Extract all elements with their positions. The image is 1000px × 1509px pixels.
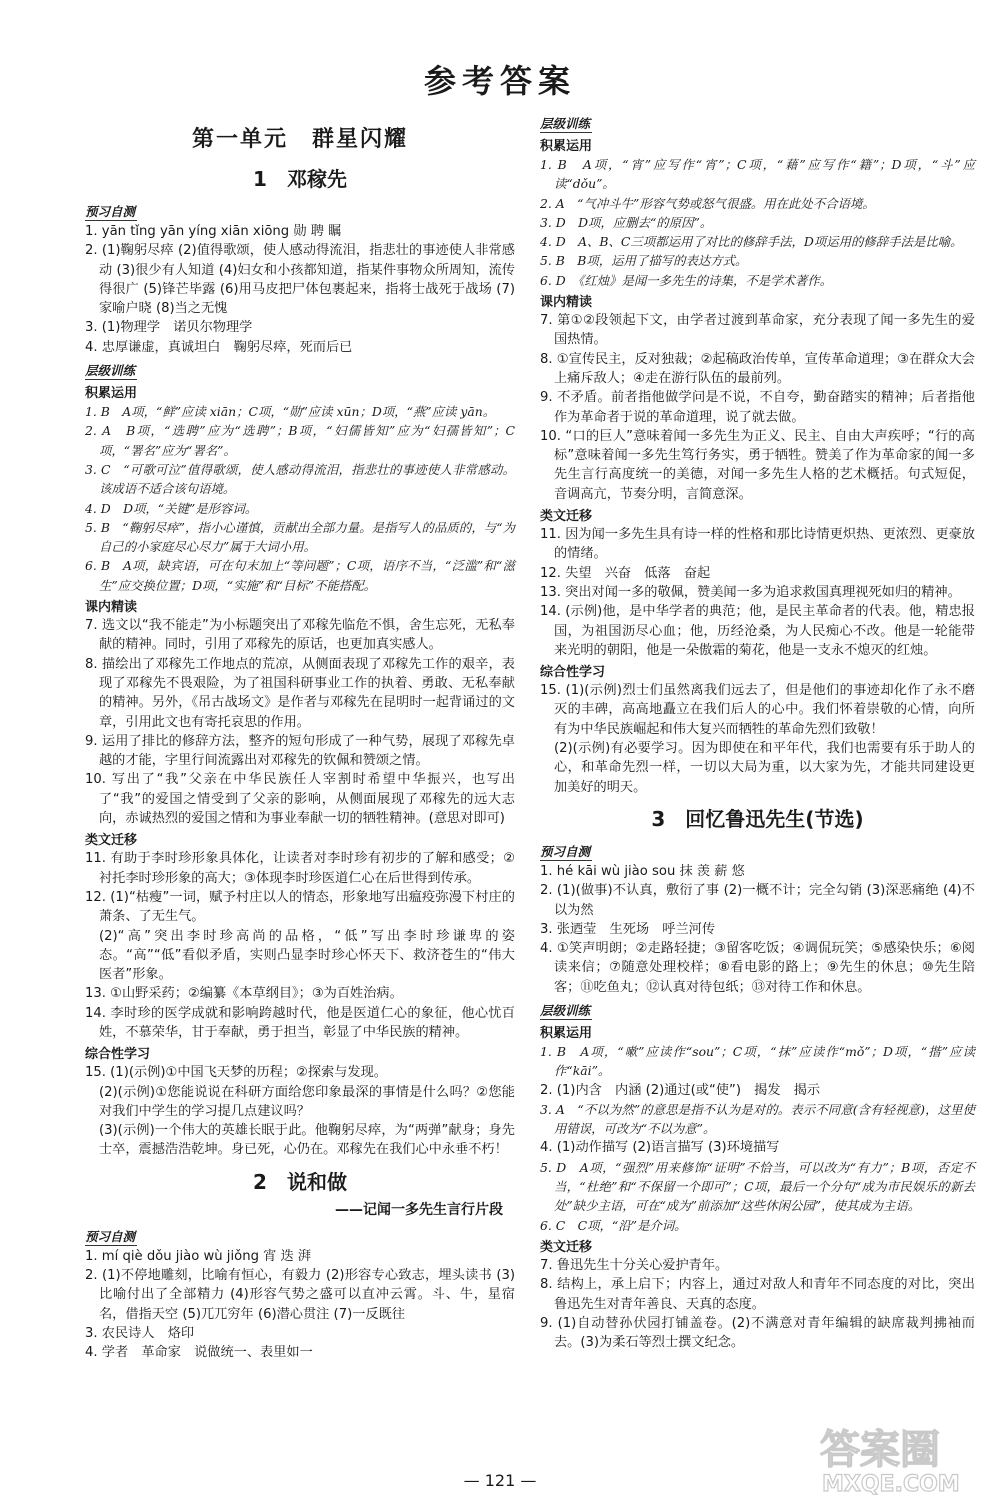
section-head: 层级训练 [540,116,591,131]
answer-item: 2. (1)不停地雕刻，比喻有恒心，有毅力 (2)形容专心致志，埋头读书 (3)比喻付出了全部精力 (4)形容气势之盛可以直冲云霄。斗、牛，星宿名，借指天空 (5)兀兀穷年 (6)潜心贯注 (7)一反既往 [85,1268,515,1322]
sub-head: 类文迁移 [85,833,138,849]
sub-head: 课内精读 [540,295,593,311]
answer-item: (2)(示例)有必要学习。因为即使在和平年代，我们也需要有乐于助人的心，和革命先烈一样，一切以大局为重，以大家为先，才能共同建设更加美好的明天。 [554,741,975,795]
answer-item: (2)“高”突出李时珍高尚的品格，“低”写出李时珍谦卑的姿态。“高”“低”看似矛盾，实则凸显李时珍心怀天下、救济苍生的“伟大医者”形象。 [99,928,515,983]
answer-item: 13. ①山野采药；②编纂《本草纲目》；③为百姓治病。 [85,986,403,1002]
answer-item: 4. D A、B、C三项都运用了对比的修辞手法，D项运用的修辞手法是比喻。 [540,234,963,250]
section-head: 预习自测 [85,1228,136,1244]
answer-item: 8. 结构上，承上启下；内容上，通过对敌人和青年不同态度的对比，突出鲁迅先生对青年善良、天真的态度。 [540,1277,975,1312]
answer-item: 12. 失望 兴奋 低落 奋起 [540,565,711,581]
lesson1-preview [85,200,515,357]
lesson3-training [540,999,975,1352]
answer-item: 7. 鲁迅先生十分关心爱护青年。 [540,1257,729,1273]
sub-head: 积累运用 [540,1025,593,1041]
answer-item: 3. D D项，应删去“的原因”。 [540,214,713,230]
lesson1-training [85,359,515,1160]
answer-item: 9. (1)自动替孙伏园打铺盖卷。(2)不满意对青年编辑的缺席裁判拂袖而去。(3)为柔石等烈士撰文纪念。 [540,1315,975,1351]
answer-item: 4. ①笑声明朗；②走路轻捷；③留客吃饭；④调侃玩笑；⑤感染快乐；⑥阅读来信；⑦随意处理校样；⑧看电影的路上；⑨先生的休息；⑩先生陪客；⑪吃鱼丸；⑫认真对待包纸；⑬对待工作和休息。 [540,941,975,995]
sub-head: 积累运用 [85,386,138,402]
answer-item: 14. 李时珍的医学成就和影响跨越时代，他是医道仁心的象征，他心忧百姓，不慕荣华，甘于奉献，勇于担当，彰显了中华民族的精神。 [85,1005,515,1040]
answer-item: 4. 学者 革命家 说做统一、表里如一 [85,1345,313,1361]
answer-item: 1. mí qiè dǒu jiào wù jiǒng 宵 迭 湃 [85,1248,312,1264]
watermark-line1: 答案圈 [820,1427,940,1473]
answer-item: 4. D D项，“关键”是形容词。 [85,500,258,516]
sub-head: 积累运用 [540,139,593,154]
answer-item: 2. A B项，“选聘”应为“选聘”；B项，“妇儒皆知”应为“妇孺皆知”；C项，“署名”应为“署名”。 [85,423,515,458]
answer-item: 3. (1)物理学 诺贝尔物理学 [85,320,253,336]
page-title: 参考答案 [423,62,576,100]
answer-item: 1. hé kāi wù jiào sou 抹 羡 薪 悠 [540,863,745,879]
answer-item: 6. D 《红烛》是闻一多先生的诗集，不是学术著作。 [540,272,833,288]
lesson3-preview [540,840,975,997]
answer-item: 9. 不矛盾。前者指他做学问是不说，不自夸，勤奋踏实的精神；后者指他作为革命者于说的革命道理，说了就去做。 [540,390,975,425]
sub-head: 类文迁移 [540,509,593,525]
answer-item: 5. D A项，“强烈”用来修饰“证明”不恰当，可以改为“有力”；B项，否定不当，“杜绝”和“不保留一个即可”；C项，最后一个分句“成为市民娱乐的新去处”缺少主语，可在“成为”前添加“这些休闲公园”，使其成为主语。 [540,1159,975,1214]
answer-item: 2. (1)鞠躬尽瘁 (2)值得歌颂，使人感动得流泪，指悲壮的事迹使人非常感动 (3)很少有人知道 (4)妇女和小孩都知道，指某件事物众所周知，流传得很广 (5)锋芒毕露 (6)用马皮把尸体包裹起来，指将士战死于战场 (7)家喻户晓 (8)当之无愧 [85,243,515,317]
answer-item: 2. A “气冲斗牛”形容气势或怒气很盛。用在此处不合语境。 [540,195,875,211]
answer-item: 9. 运用了排比的修辞方法，整齐的短句形成了一种气势，展现了邓稼先卓越的才能，字里行间流露出对邓稼先的钦佩和赞颂之情。 [85,733,515,769]
lesson2-title: 2 说和做 [253,1169,347,1194]
sub-head: 类文迁移 [540,1239,593,1255]
answer-item: 15. (1)(示例)①中国飞天梦的历程；②探索与发现。 [85,1065,387,1081]
left-column [85,110,515,1363]
answer-item: 1. B A项，“宵”应写作“宵”；C项，“藉”应写作“籍”；D项，“斗”应读“dǒu”。 [540,157,975,192]
answer-item: 1. B A项，“嗽”应读作“sou”；C项，“抹”应读作“mǒ”；D项，“揩”应读作“kāi”。 [540,1043,975,1079]
lesson2-training [540,112,975,797]
answer-item: 7. 第①②段领起下文，由学者过渡到革命家，充分表现了闻一多先生的爱国热情。 [540,313,975,348]
lesson2-subtitle: ——记闻一多先生言行片段 [335,1201,503,1218]
answer-item: 1. yān tǐng yān yíng xiān xiōng 勋 聘 瞩 [85,224,342,239]
answer-item: 6. B A项，缺宾语，可在句末加上“等问题”；C项，语序不当，“泛滥”和“滋生”应交换位置；D项，“实施”和“目标”不能搭配。 [85,558,515,593]
answer-item: 10. “口的巨人”意味着闻一多先生为正义、民主、自由大声疾呼；“行的高标”意味着闻一多先生笃行务实，勇于牺牲。赞美了作为革命家的闻一多先生言行高度统一的美德，对闻一多先生人格的艺术概括。句式短促，音调高亢，节奏分明，言简意深。 [540,428,975,502]
answer-item: 14. (示例)他，是中华学者的典范；他，是民主革命者的代表。他，精忠报国，为祖国沥尽心血；他，历经沧桑，为人民痴心不改。他是一轮能带来光明的朝阳，他是一朵傲霜的菊花，他是一支永不熄灭的红烛。 [540,604,975,658]
section-head: 层级训练 [540,1002,591,1018]
answer-item: 4. (1)动作描写 (2)语言描写 (3)环境描写 [540,1140,780,1156]
sub-head: 综合性学习 [85,1047,151,1063]
right-column [540,110,975,1352]
answer-item: 10. 写出了“我”父亲在中华民族任人宰割时希望中华振兴，也写出了“我”的爱国之情受到了父亲的影响，从侧面展现了邓稼先的远大志向，赤诚热烈的爱国之情和为事业奉献一切的牺牲精神。(意思对即可) [85,772,515,827]
lesson3-title: 3 回忆鲁迅先生(节选) [651,806,864,831]
watermark-line2: MXQE.COM [822,1472,960,1497]
answer-item: 3. 张迺莹 生死场 呼兰河传 [540,921,716,937]
answer-item: 13. 突出对闻一多的敬佩，赞美闻一多为追求救国真理视死如归的精神。 [540,584,961,600]
lesson2-preview [85,1225,515,1363]
page-number: — 121 — [463,1471,537,1490]
sub-head: 课内精读 [85,600,138,616]
answer-item: (3)(示例)一个伟大的英雄长眠于此。他鞠躬尽瘁，为“两弹”献身；身先士卒，震撼浩浩乾坤。身已死，心仍在。邓稼先在我们心中永垂不朽！ [99,1123,515,1158]
answer-item: 1. B A项，“鲜”应读 xiān；C项，“勋”应读 xūn；D项，“燕”应读 yān。 [85,404,496,420]
lesson1-title: 1 邓稼先 [253,167,347,191]
answer-item: 3. C “可歌可泣”值得歌颂，使人感动得流泪，指悲壮的事迹使人非常感动。该成语不适合该句语境。 [85,461,515,497]
answer-item: 11. 有助于李时珍形象具体化，让读者对李时珍有初步的了解和感受；②衬托李时珍形象的高大；③体现李时珍医道仁心在后世得到传承。 [85,851,515,886]
answer-item: 15. (1)(示例)烈士们虽然离我们远去了，但是他们的事迹却化作了永不磨灭的丰碑，高高地矗立在我们后人的心中。我们怀着崇敬的心情，向所有为中华民族崛起和伟大复兴而牺牲的革命先烈们致敬！ [540,683,975,737]
answer-item: 11. 因为闻一多先生具有诗一样的性格和那比诗情更炽热、更浓烈、更豪放的情绪。 [540,527,975,562]
answer-item: 3. 农民诗人 烙印 [85,1325,195,1341]
answer-item: 8. 描绘出了邓稼先工作地点的荒凉，从侧面表现了邓稼先工作的艰辛，表现了邓稼先不畏艰险，为了祖国科研事业工作的执着、勇敢、无私奉献的精神。另外，《吊古战场文》是作者与邓稼先在昆明时一起背诵过的文章，引用此文也有寄托哀思的作用。 [85,656,515,730]
answer-item: 8. ①宣传民主，反对独裁；②起稿政治传单，宣传革命道理；③在群众大会上痛斥敌人；④走在游行队伍的最前列。 [540,351,975,386]
section-head: 层级训练 [85,363,136,379]
answer-item: 6. C C项，“沿”是介词。 [540,1217,687,1233]
answer-item: 3. A “不以为然”的意思是指不认为是对的。表示不同意(含有轻视意)，这里使用错误，可改为“不以为意”。 [540,1101,975,1137]
answer-item: 5. B “鞠躬尽瘁”，指小心谨慎，贡献出全部力量。是指写人的品质的，与“为自己的小家庭尽心尽力”属于大词小用。 [85,519,515,555]
watermark-logo [812,1419,982,1499]
answer-item: 2. (1)(做事)不认真，敷衍了事 (2)一概不计；完全勾销 (3)深恶痛绝 (4)不以为然 [540,883,975,918]
section-head: 预习自测 [540,843,591,859]
answer-item: 7. 选文以“我不能走”为小标题突出了邓稼先临危不惧，舍生忘死，无私奉献的精神。同时，引用了邓稼先的原话，也更加真实感人。 [85,618,515,653]
answer-item: (2)(示例)①您能说说在科研方面给您印象最深的事情是什么吗？②您能对我们中学生的学习提几点建议吗？ [99,1084,515,1119]
section-head: 预习自测 [85,204,136,219]
answer-item: 12. (1)“枯瘦”一词，赋予村庄以人的情态，形象地写出瘟疫弥漫下村庄的萧条、了无生气。 [85,889,515,925]
answer-item: 4. 忠厚谦虚，真诚坦白 鞠躬尽瘁，死而后已 [85,339,353,355]
unit-title: 第一单元 群星闪耀 [191,127,408,152]
answer-item: 5. B B项，运用了描写的表达方式。 [540,253,748,269]
answer-item: 2. (1)内含 内涵 (2)通过(或“使”) 揭发 揭示 [540,1082,821,1098]
sub-head: 综合性学习 [540,665,606,681]
